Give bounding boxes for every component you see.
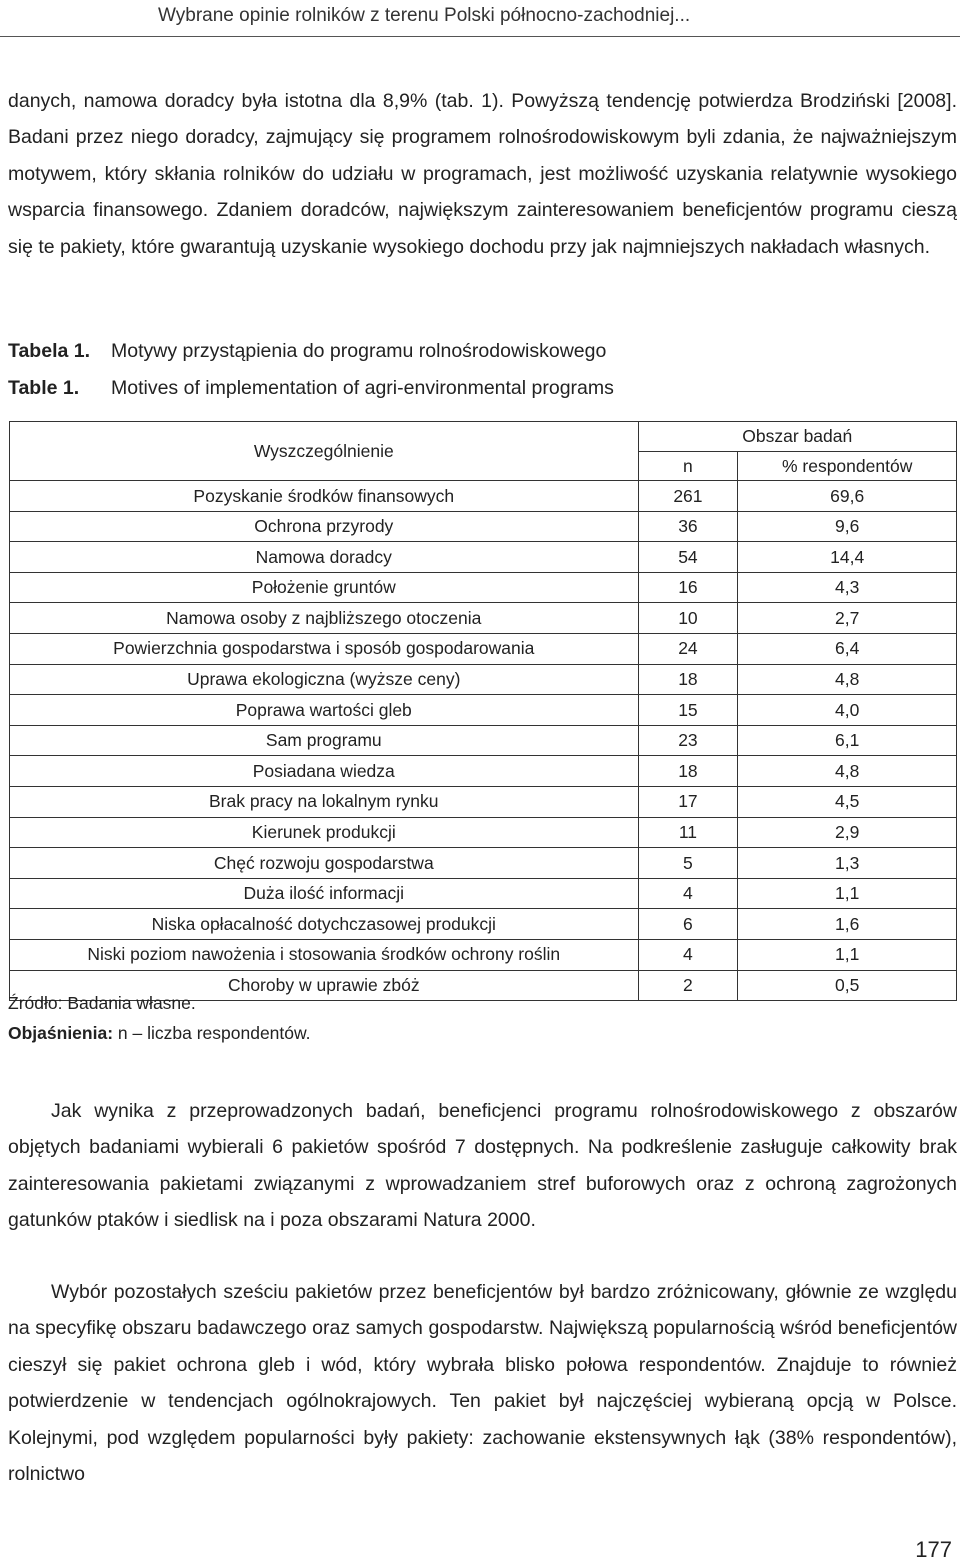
table-row xyxy=(10,511,957,542)
row-pct: 4,8 xyxy=(738,664,957,695)
table-row xyxy=(10,817,957,848)
row-label: Choroby w uprawie zbóż xyxy=(10,970,639,1001)
row-n: 6 xyxy=(638,909,738,940)
row-label: Ochrona przyrody xyxy=(10,511,639,542)
row-pct: 1,1 xyxy=(738,878,957,909)
intro-paragraph: danych, namowa doradcy była istotna dla 8,9% (tab. 1). Powyższą tendencję potwierdza Brodziński [2008]. Badani przez niego doradcy, zajmujący się programem rolnośrodowiskowym byli zdania, że najważniejszym motywem, który skłania rolników do udziału w programach, jest możliwość uzyskania relatywnie wysokiego wsparcia finansowego. Zdaniem doradców, największym zainteresowaniem beneficjentów programu cieszą się te pakiety, które gwarantują uzyskanie wysokiego dochodu przy jak najmniejszych nakładach własnych. xyxy=(8,90,957,258)
table-row xyxy=(10,481,957,512)
header-wyszczegolnienie: Wyszczególnienie xyxy=(10,422,639,481)
explanation-label: Objaśnienia: xyxy=(8,1023,114,1043)
table-caption-en-text: Motives of implementation of agri-environmental programs xyxy=(111,377,614,399)
row-label: Sam programu xyxy=(10,725,639,756)
source-note: Źródło: Badania własne. xyxy=(8,993,196,1013)
row-n: 4 xyxy=(638,878,738,909)
header-obszar-badan: Obszar badań xyxy=(638,422,956,452)
table-caption-pl-label: Tabela 1. xyxy=(8,340,91,362)
row-pct: 1,1 xyxy=(738,939,957,970)
row-pct: 4,8 xyxy=(738,756,957,787)
row-n: 36 xyxy=(638,511,738,542)
table-row xyxy=(10,542,957,573)
header-n: n xyxy=(638,451,738,481)
row-label: Duża ilość informacji xyxy=(10,878,639,909)
row-pct: 6,4 xyxy=(738,633,957,664)
running-header xyxy=(0,0,960,37)
row-label: Pozyskanie środków finansowych xyxy=(10,481,639,512)
paragraph-3: Wybór pozostałych sześciu pakietów przez beneficjentów był bardzo zróżnicowany, głównie ze względu na specyfikę obszaru badawczego oraz samych gospodarstw. Największą popularnością wśród beneficjentów cieszył się pakiet ochrona gleb i wód, który wybrała blisko połowa respondentów. Znajduje to również potwierdzenie w tendencjach ogólnokrajowych. Ten pakiet był najczęściej wybieraną opcją w Polsce. Kolejnymi, pod względem popularności były pakiety: zachowanie ekstensywnych łąk (38% respondentów), rolnictwo xyxy=(8,1281,957,1486)
table-row xyxy=(10,786,957,817)
table-row xyxy=(10,725,957,756)
page-number: 177 xyxy=(915,1537,952,1562)
running-header-title: Wybrane opinie rolników z terenu Polski północno-zachodniej... xyxy=(158,5,691,26)
row-n: 10 xyxy=(638,603,738,634)
table-caption-en-label: Table 1. xyxy=(8,377,80,399)
row-label: Niski poziom nawożenia i stosowania środków ochrony roślin xyxy=(10,939,639,970)
row-pct: 4,3 xyxy=(738,572,957,603)
table-row xyxy=(10,756,957,787)
row-n: 54 xyxy=(638,542,738,573)
row-pct: 1,3 xyxy=(738,848,957,879)
row-label: Niska opłacalność dotychczasowej produkcji xyxy=(10,909,639,940)
table-row xyxy=(10,572,957,603)
row-n: 5 xyxy=(638,848,738,879)
row-label: Kierunek produkcji xyxy=(10,817,639,848)
row-label: Posiadana wiedza xyxy=(10,756,639,787)
row-n: 261 xyxy=(638,481,738,512)
row-pct: 0,5 xyxy=(738,970,957,1001)
row-n: 18 xyxy=(638,664,738,695)
row-n: 16 xyxy=(638,572,738,603)
table-caption-pl-text: Motywy przystąpienia do programu rolnośrodowiskowego xyxy=(111,340,607,362)
table-row xyxy=(10,664,957,695)
row-n: 18 xyxy=(638,756,738,787)
row-label: Namowa osoby z najbliższego otoczenia xyxy=(10,603,639,634)
row-pct: 1,6 xyxy=(738,909,957,940)
row-pct: 2,9 xyxy=(738,817,957,848)
header-pct: % respondentów xyxy=(738,451,957,481)
paragraph-2: Jak wynika z przeprowadzonych badań, beneficjenci programu rolnośrodowiskowego z obszarów objętych badaniami wybierali 6 pakietów spośród 7 dostępnych. Na podkreślenie zasługuje całkowity brak zainteresowania pakietami związanymi z wprowadzaniem stref buforowych oraz z ochroną zagrożonych gatunków ptaków i siedlisk na i poza obszarami Natura 2000. xyxy=(8,1100,957,1232)
row-n: 23 xyxy=(638,725,738,756)
row-n: 17 xyxy=(638,786,738,817)
motives-table xyxy=(9,421,957,1001)
row-pct: 69,6 xyxy=(738,481,957,512)
row-label: Poprawa wartości gleb xyxy=(10,695,639,726)
row-label: Położenie gruntów xyxy=(10,572,639,603)
row-pct: 9,6 xyxy=(738,511,957,542)
row-label: Namowa doradcy xyxy=(10,542,639,573)
table-caption-en xyxy=(8,377,614,400)
row-pct: 14,4 xyxy=(738,542,957,573)
row-n: 11 xyxy=(638,817,738,848)
table-row xyxy=(10,909,957,940)
table-caption-pl xyxy=(8,340,606,363)
table-row xyxy=(10,848,957,879)
table-row xyxy=(10,939,957,970)
row-pct: 4,0 xyxy=(738,695,957,726)
row-label: Uprawa ekologiczna (wyższe ceny) xyxy=(10,664,639,695)
table-row xyxy=(10,695,957,726)
row-label: Powierzchnia gospodarstwa i sposób gospodarowania xyxy=(10,633,639,664)
row-label: Chęć rozwoju gospodarstwa xyxy=(10,848,639,879)
explanation-note xyxy=(8,1023,311,1044)
row-label: Brak pracy na lokalnym rynku xyxy=(10,786,639,817)
table-row xyxy=(10,603,957,634)
row-pct: 6,1 xyxy=(738,725,957,756)
table-row xyxy=(10,633,957,664)
row-n: 2 xyxy=(638,970,738,1001)
row-n: 15 xyxy=(638,695,738,726)
explanation-text: n – liczba respondentów. xyxy=(117,1023,311,1043)
row-pct: 2,7 xyxy=(738,603,957,634)
row-n: 4 xyxy=(638,939,738,970)
row-pct: 4,5 xyxy=(738,786,957,817)
table-row xyxy=(10,878,957,909)
row-n: 24 xyxy=(638,633,738,664)
